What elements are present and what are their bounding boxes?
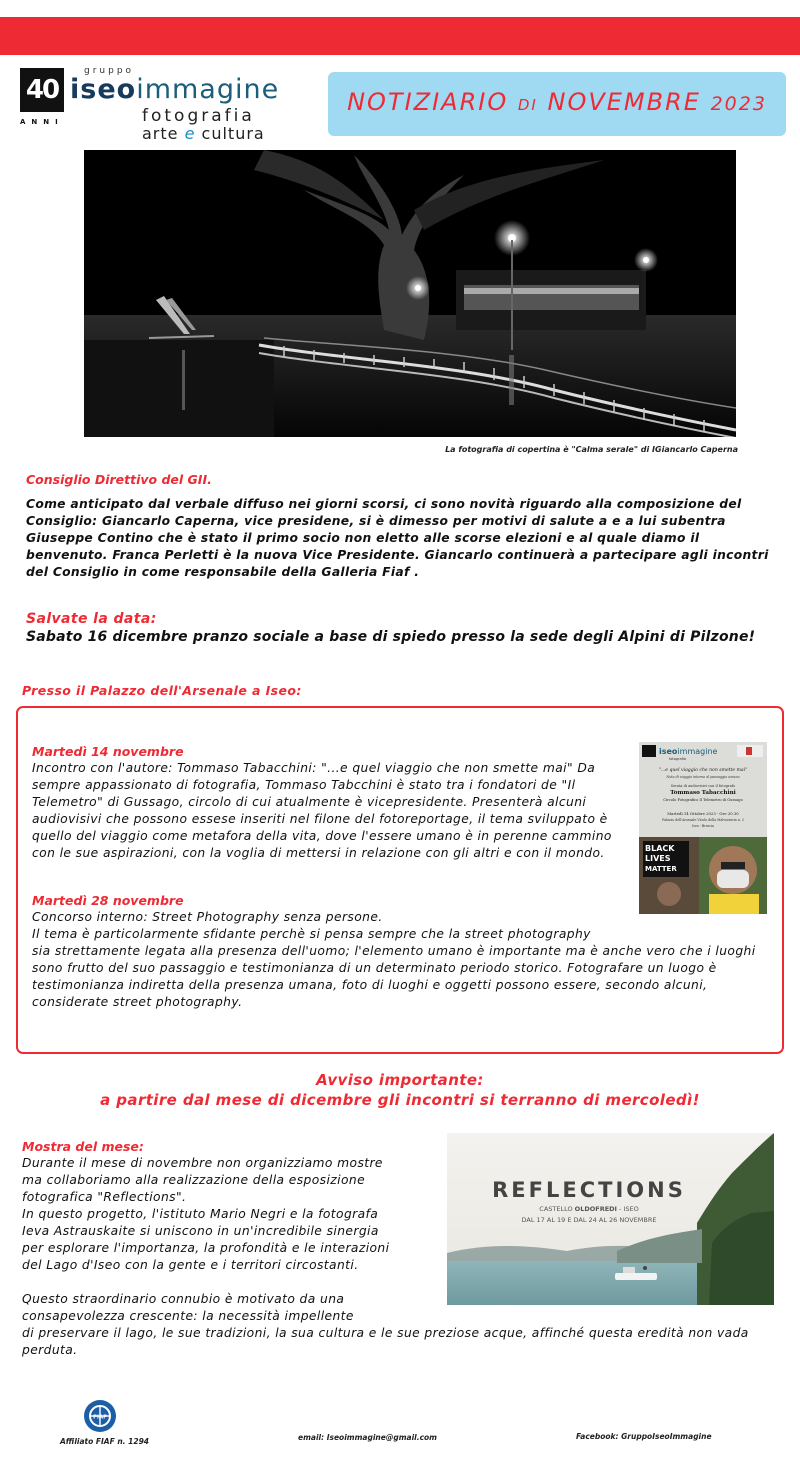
logo-40-badge: 40	[20, 68, 64, 112]
reflections-place	[539, 1205, 638, 1213]
logo-gruppo-text: gruppo	[84, 66, 135, 76]
event2-title: Martedì 28 novembre	[32, 893, 184, 908]
reflections-illustration	[447, 1133, 774, 1305]
salvate-body: Sabato 16 dicembre pranzo sociale a base di spiedo presso la sede degli Alpini di Pilzone!	[26, 629, 756, 645]
mostra-p1-l5: Ieva Astrauskaite si uniscono in un'incredibile sinergia	[22, 1224, 379, 1238]
mostra-p2-rest: di preservare il lago, le sue tradizioni, la sua cultura e le sue preziose acque, affinché questa eredità non vada perduta.	[22, 1326, 749, 1357]
consiglio-body: Come anticipato dal verbale diffuso nei giorni scorsi, ci sono novità riguardo alla composizione del Consiglio: Giancarlo Caperna, vice presidene, si è dimesso per motivi di salute a e a lui subentra Giuseppe Contino che è stato il primo socio non eletto alle scorse elezioni e al quale diamo il benvenuto. Franca Perletti è la nuova Vice Presidente. Giancarlo continuerà a partecipare agli incontri del Consiglio in come responsabile della Galleria Fiaf .	[26, 497, 769, 579]
poster-sign-line3: MATTER	[645, 865, 677, 873]
logo-e-text: e	[184, 124, 196, 143]
event2-rest: sia strettamente legata alla presenza dell'uomo; l'elemento umano è importante ma è anche vero che i luoghi sono frutto del suo passaggio e testimonianza di un determinato periodo storico. Fotografare un luogo è testimonianza indiretta della presenza umana, foto di luoghi e oggetti possono essere, secondo alcuni, considerate street photography.	[32, 944, 756, 1009]
fiaf-logo-icon	[83, 1399, 117, 1433]
cover-photo	[84, 150, 736, 437]
mostra-p1-l3: fotografica "Reflections".	[22, 1190, 187, 1204]
mostra-p2-l1: Questo straordinario connubio è motivato da una	[22, 1292, 345, 1306]
mostra-p1-l1: Durante il mese di novembre non organizziamo mostre	[22, 1156, 383, 1170]
poster-serata: Serata di audiovisivi con il fotografo	[670, 784, 736, 788]
fiaf-logo	[83, 1399, 117, 1433]
fiaf-logo-text: FIAF	[93, 1414, 107, 1421]
logo-anni-text: ANNI	[20, 118, 64, 126]
avviso-line2: a partire dal mese di dicembre gli incontri si terranno di mercoledì!	[100, 1091, 700, 1109]
poster-logo-iseo: iseo	[659, 747, 678, 756]
reflections-place-bold: OLDOFREDI	[574, 1205, 617, 1213]
poster-date: Martedì 14 Ottobre 2023 - Ore 20.30	[667, 811, 739, 816]
arsenale-title: Presso il Palazzo dell'Arsenale a Iseo:	[22, 683, 302, 698]
footer-facebook[interactable]: Facebook: GruppoIseoImmagine	[576, 1432, 712, 1441]
top-red-bar	[0, 17, 800, 55]
poster-subtitle: Note di viaggio intorno al paesaggio umano	[666, 775, 740, 779]
reflections-place-post: - ISEO	[616, 1205, 639, 1213]
event2-body	[32, 909, 772, 1011]
gruppo-iseo-immagine-logo	[20, 66, 320, 143]
title-notiziario: NOTIZIARIO	[347, 88, 509, 116]
poster-sign-line2: LIVES	[645, 854, 671, 863]
event1-body: Incontro con l'autore: Tommaso Tabacchini: "...e quel viaggio che non smette mai" Da sempre appassionato di fotografia, Tommaso Tabcchini è stato tra i fondatori de "Il Telemetro" di Gussago, circolo di cui atualmente è vicepresidente. Presenterà alcuni audiovisivi che possono essese inseriti nel filone del fotoreportage, il tema sviluppato è quello del viaggio come metafora della vita, dove l'essere umano è in perenne cammino con le sue aspirazioni, con la voglia di mettersi in relazione con gli altri e con il mondo.	[32, 761, 612, 860]
title-novembre: NOVEMBRE	[547, 88, 701, 116]
logo-arte-cultura	[142, 124, 265, 143]
poster-city: Iseo - Brescia	[692, 824, 714, 828]
newsletter-title	[332, 88, 782, 116]
mostra-title: Mostra del mese:	[22, 1139, 144, 1154]
poster-club: Circolo Fotografico Il Telemetro di Gussago	[663, 798, 743, 802]
logo-fotografia-text: fotografia	[142, 106, 255, 126]
poster-name: Tommaso Tabacchini	[670, 790, 736, 796]
poster-quote: "...e quel viaggio che non smette mai"	[658, 768, 748, 773]
mostra-p1-l2: ma collaboriamo alla realizzazione della esposizione	[22, 1173, 366, 1187]
mostra-p1-l4: In questo progetto, l'istituto Mario Negri e la fotografa	[22, 1207, 379, 1221]
event-poster-illustration	[639, 742, 767, 914]
poster-logo-fotografia: fotografia	[669, 757, 687, 761]
mostra-p2-l2: consapevolezza crescente: la necessità impellente	[22, 1309, 354, 1323]
event2-line1: Concorso interno: Street Photography senza persone.	[32, 910, 383, 924]
reflections-title: REFLECTIONS	[492, 1178, 686, 1202]
consiglio-title: Consiglio Direttivo del GII.	[26, 472, 212, 487]
cover-caption: La fotografia di copertina è "Calma serale" di IGiancarlo Caperna	[445, 445, 738, 454]
svg-text:iseoimmagine	[659, 747, 718, 756]
logo-wordmark	[70, 74, 279, 105]
event1-title: Martedì 14 novembre	[32, 744, 184, 759]
cover-photo-illustration	[84, 150, 736, 437]
poster-place: Palazzo dell'Arsenale Vicolo della Malvezzeria n. 3	[662, 818, 744, 822]
logo-cultura-text: cultura	[201, 124, 265, 143]
mostra-p1-l7: del Lago d'Iseo con la gente e i territori circostanti.	[22, 1258, 359, 1272]
salvate-title: Salvate la data:	[26, 611, 157, 627]
reflections-place-pre: CASTELLO	[539, 1205, 575, 1213]
event-poster	[639, 742, 767, 914]
logo-arte-text: arte	[142, 124, 179, 143]
avviso-importante	[40, 1070, 760, 1110]
avviso-line1: Avviso importante:	[316, 1071, 484, 1089]
reflections-exhibition-image	[447, 1133, 774, 1305]
reflections-dates: DAL 17 AL 19 E DAL 24 AL 26 NOVEMBRE	[521, 1216, 657, 1224]
logo-iseo-text: iseo	[70, 74, 137, 105]
title-year: 2023	[710, 93, 767, 115]
fiaf-affiliation: Affiliato FIAF n. 1294	[60, 1437, 150, 1446]
footer-email[interactable]: email: Iseoimmagine@gmail.com	[298, 1433, 437, 1442]
poster-logo-immagine: immagine	[677, 747, 718, 756]
poster-sign-line1: BLACK	[645, 844, 675, 853]
logo-immagine-text: immagine	[136, 74, 280, 105]
mostra-p1-l6: per esplorare l'importanza, la profondità e le interazioni	[22, 1241, 390, 1255]
title-di: DI	[517, 96, 538, 114]
event2-line2: Il tema è particolarmente sfidante perchè si pensa sempre che la street photography	[32, 927, 591, 941]
